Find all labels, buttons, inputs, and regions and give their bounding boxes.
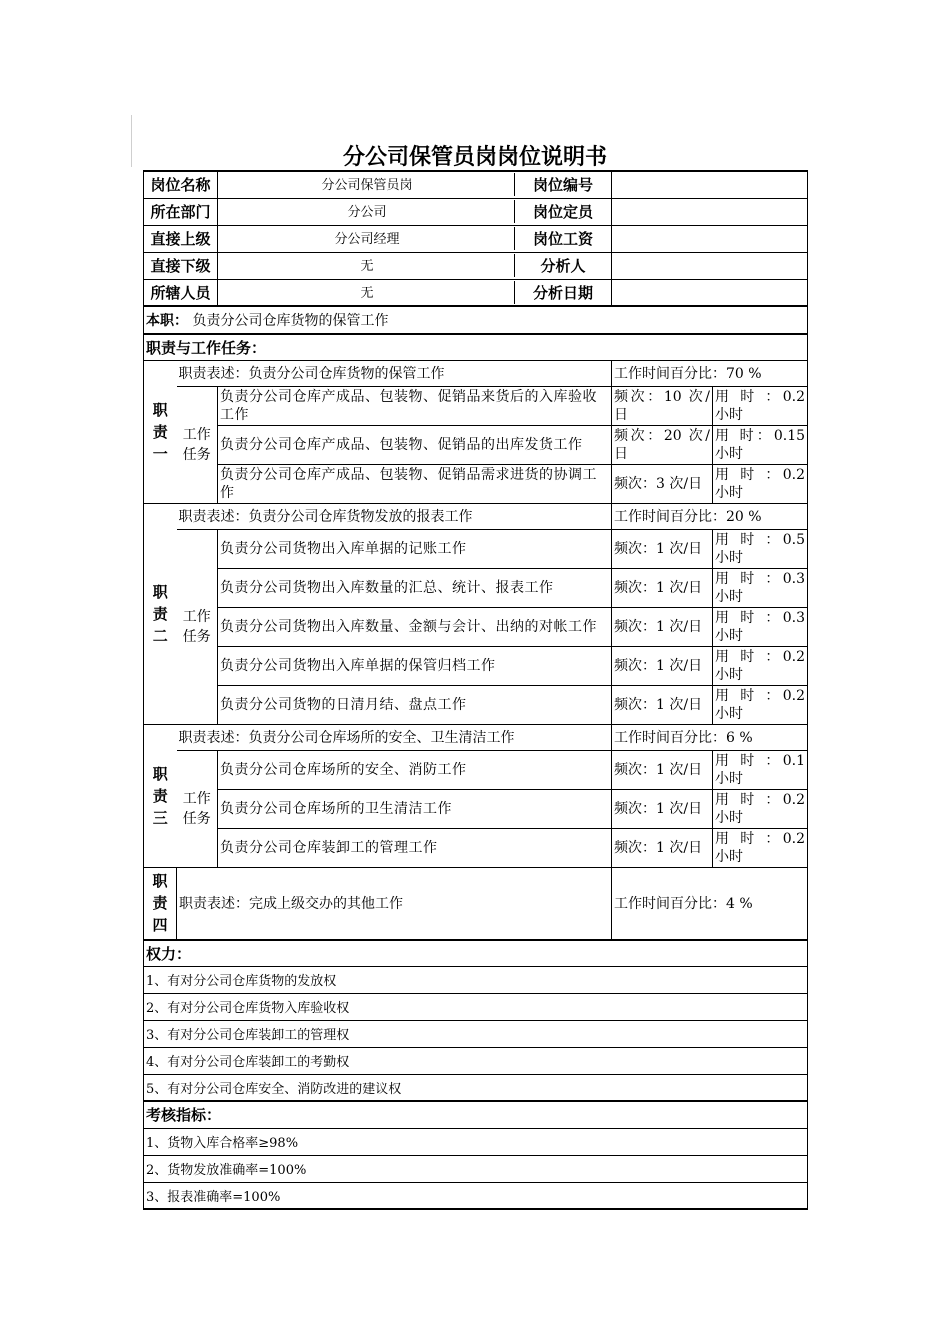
r4-desc: 职责表述：完成上级交办的其他工作 [177, 867, 612, 940]
r1-desc: 职责表述：负责分公司仓库货物的保管工作 [177, 360, 612, 386]
r2-desc: 职责表述：负责分公司仓库货物发放的报表工作 [177, 503, 612, 529]
r2-task-3-hours: 用 时 ：0.3 小时 [713, 607, 808, 646]
r2-task-5-hours: 用 时 ：0.2 小时 [713, 685, 808, 724]
r1-task-1: 负责分公司仓库产成品、包装物、促销品来货后的入库验收工作 [218, 386, 612, 425]
r3-task-3: 负责分公司仓库装卸工的管理工作 [218, 828, 612, 867]
r3-task-1-hours: 用 时 ：0.1 小时 [713, 750, 808, 789]
info-value-managed-staff [218, 279, 612, 306]
responsibilities-heading: 职责与工作任务： [144, 334, 808, 360]
duty-text: 负责分公司仓库货物的保管工作 [192, 313, 389, 329]
authority-row [144, 1074, 808, 1101]
authority-item-4: 4、有对分公司仓库装卸工的考勤权 [144, 1047, 808, 1074]
r2-work-task-text: 工作任务 [182, 608, 211, 645]
r2-work-task-label [177, 529, 218, 724]
info-label-analysis-date: 分析日期 [514, 281, 611, 304]
r2-task-4-hours: 用 时 ：0.2 小时 [713, 646, 808, 685]
info-value-direct-subordinate [218, 252, 612, 279]
r1-task-1-freq: 频次：10 次/日 [612, 386, 713, 425]
info-value-headcount [612, 198, 808, 225]
r3-task-2-freq: 频次：1 次/日 [612, 789, 713, 828]
r1-task-row [144, 464, 808, 503]
responsibilities-heading-row [144, 334, 808, 360]
info-label-analyst: 分析人 [514, 254, 611, 277]
r3-task-3-hours: 用 时 ：0.2 小时 [713, 828, 808, 867]
info-label-salary: 岗位工资 [514, 227, 611, 250]
info-value-position-name [218, 171, 612, 198]
authority-item-2: 2、有对分公司仓库货物入库验收权 [144, 993, 808, 1020]
r1-task-2-freq: 频次：20 次/日 [612, 425, 713, 464]
kpi-heading-row [144, 1101, 808, 1128]
info-label-position-code: 岗位编号 [514, 173, 611, 196]
r1-task-2: 负责分公司仓库产成品、包装物、促销品的出库发货工作 [218, 425, 612, 464]
r2-task-2-freq: 频次：1 次/日 [612, 568, 713, 607]
info-value-salary [612, 225, 808, 252]
authority-item-3: 3、有对分公司仓库装卸工的管理权 [144, 1020, 808, 1047]
info-value-direct-superior [218, 225, 612, 252]
r2-desc-row [144, 503, 808, 529]
authority-row [144, 966, 808, 993]
r3-desc-row [144, 724, 808, 750]
info-row [144, 171, 808, 198]
r1-desc-row [144, 360, 808, 386]
r2-task-5: 负责分公司货物的日清月结、盘点工作 [218, 685, 612, 724]
duty-row [144, 306, 808, 334]
r3-pct: 工作时间百分比：6 % [612, 724, 808, 750]
r1-title [144, 360, 177, 503]
kpi-row [144, 1182, 808, 1209]
authority-item-5: 5、有对分公司仓库安全、消防改进的建议权 [144, 1074, 808, 1101]
r3-task-row [144, 750, 808, 789]
r2-title [144, 503, 177, 724]
r1-task-2-hours: 用 时：0.15 小时 [713, 425, 808, 464]
direct-subordinate-value: 无 [360, 259, 374, 274]
department-value: 分公司 [347, 205, 387, 220]
info-value-analyst [612, 252, 808, 279]
r1-task-3-freq: 频次：3 次/日 [612, 464, 713, 503]
duty-cell [144, 306, 808, 334]
managed-staff-value: 无 [360, 285, 374, 301]
r1-pct: 工作时间百分比：70 % [612, 360, 808, 386]
r3-work-task-label [177, 750, 218, 867]
info-label-managed-staff: 所辖人员 [144, 279, 218, 306]
r4-title-text: 职责四 [152, 872, 168, 935]
kpi-item-3: 3、报表准确率=100% [144, 1182, 808, 1209]
r3-task-row [144, 828, 808, 867]
r4-pct: 工作时间百分比：4 % [612, 867, 808, 940]
r2-task-3: 负责分公司货物出入库数量、金额与会计、出纳的对帐工作 [218, 607, 612, 646]
kpi-item-2: 2、货物发放准确率=100% [144, 1155, 808, 1182]
info-value-position-code [612, 171, 808, 198]
info-row [144, 252, 808, 279]
r1-task-1-hours: 用 时 ：0.2 小时 [713, 386, 808, 425]
r1-title-text: 职责一 [152, 400, 168, 463]
r3-title [144, 724, 177, 867]
r2-task-2-hours: 用 时 ：0.3 小时 [713, 568, 808, 607]
r3-task-1-freq: 频次：1 次/日 [612, 750, 713, 789]
info-value-department [218, 198, 612, 225]
authority-row [144, 1047, 808, 1074]
r3-title-text: 职责三 [152, 764, 168, 827]
r4-title [144, 867, 177, 940]
kpi-heading: 考核指标： [144, 1101, 808, 1128]
info-row [144, 225, 808, 252]
authority-row [144, 1020, 808, 1047]
r3-task-3-freq: 频次：1 次/日 [612, 828, 713, 867]
info-label-direct-superior: 直接上级 [144, 225, 218, 252]
r3-task-row [144, 789, 808, 828]
authority-heading: 权力： [144, 940, 808, 966]
r2-task-row [144, 646, 808, 685]
r2-task-4: 负责分公司货物出入库单据的保管归档工作 [218, 646, 612, 685]
authority-row [144, 993, 808, 1020]
r2-task-5-freq: 频次：1 次/日 [612, 685, 713, 724]
r2-task-3-freq: 频次：1 次/日 [612, 607, 713, 646]
info-row [144, 279, 808, 306]
r2-task-row [144, 529, 808, 568]
info-label-direct-subordinate: 直接下级 [144, 252, 218, 279]
info-label-department: 所在部门 [144, 198, 218, 225]
r2-task-4-freq: 频次：1 次/日 [612, 646, 713, 685]
r3-work-task-text: 工作任务 [182, 790, 211, 827]
r1-task-3: 负责分公司仓库产成品、包装物、促销品需求进货的协调工作 [218, 464, 612, 503]
r2-pct: 工作时间百分比：20 % [612, 503, 808, 529]
info-label-headcount: 岗位定员 [514, 200, 611, 223]
r2-title-text: 职责二 [152, 582, 168, 645]
r3-task-2: 负责分公司仓库场所的卫生清洁工作 [218, 789, 612, 828]
r3-desc: 职责表述：负责分公司仓库场所的安全、卫生清洁工作 [177, 724, 612, 750]
r2-task-1-hours: 用 时 ：0.5 小时 [713, 529, 808, 568]
r2-task-row [144, 685, 808, 724]
direct-superior-value: 分公司经理 [334, 232, 400, 247]
document-title: 分公司保管员岗岗位说明书 [342, 145, 607, 170]
r4-row [144, 867, 808, 940]
r3-task-2-hours: 用 时 ：0.2 小时 [713, 789, 808, 828]
kpi-row [144, 1155, 808, 1182]
r2-task-2: 负责分公司货物出入库数量的汇总、统计、报表工作 [218, 568, 612, 607]
r1-task-row [144, 425, 808, 464]
kpi-row [144, 1128, 808, 1155]
r1-task-3-hours: 用 时 ：0.2 小时 [713, 464, 808, 503]
info-row [144, 198, 808, 225]
duty-label: 本职： [146, 313, 188, 329]
authority-heading-row [144, 940, 808, 966]
r1-work-task-label [177, 386, 218, 503]
r3-task-1: 负责分公司仓库场所的安全、消防工作 [218, 750, 612, 789]
position-name-value: 分公司保管员岗 [321, 178, 413, 194]
r1-work-task-text: 工作任务 [182, 426, 211, 463]
info-value-analysis-date [612, 279, 808, 306]
job-description-table [143, 170, 808, 1210]
r2-task-1: 负责分公司货物出入库单据的记账工作 [218, 529, 612, 568]
authority-item-1: 1、有对分公司仓库货物的发放权 [144, 966, 808, 993]
r1-task-row [144, 386, 808, 425]
kpi-item-1: 1、货物入库合格率≥98% [144, 1128, 808, 1155]
info-label-position-name: 岗位名称 [144, 171, 218, 198]
r2-task-row [144, 607, 808, 646]
r2-task-row [144, 568, 808, 607]
r2-task-1-freq: 频次：1 次/日 [612, 529, 713, 568]
